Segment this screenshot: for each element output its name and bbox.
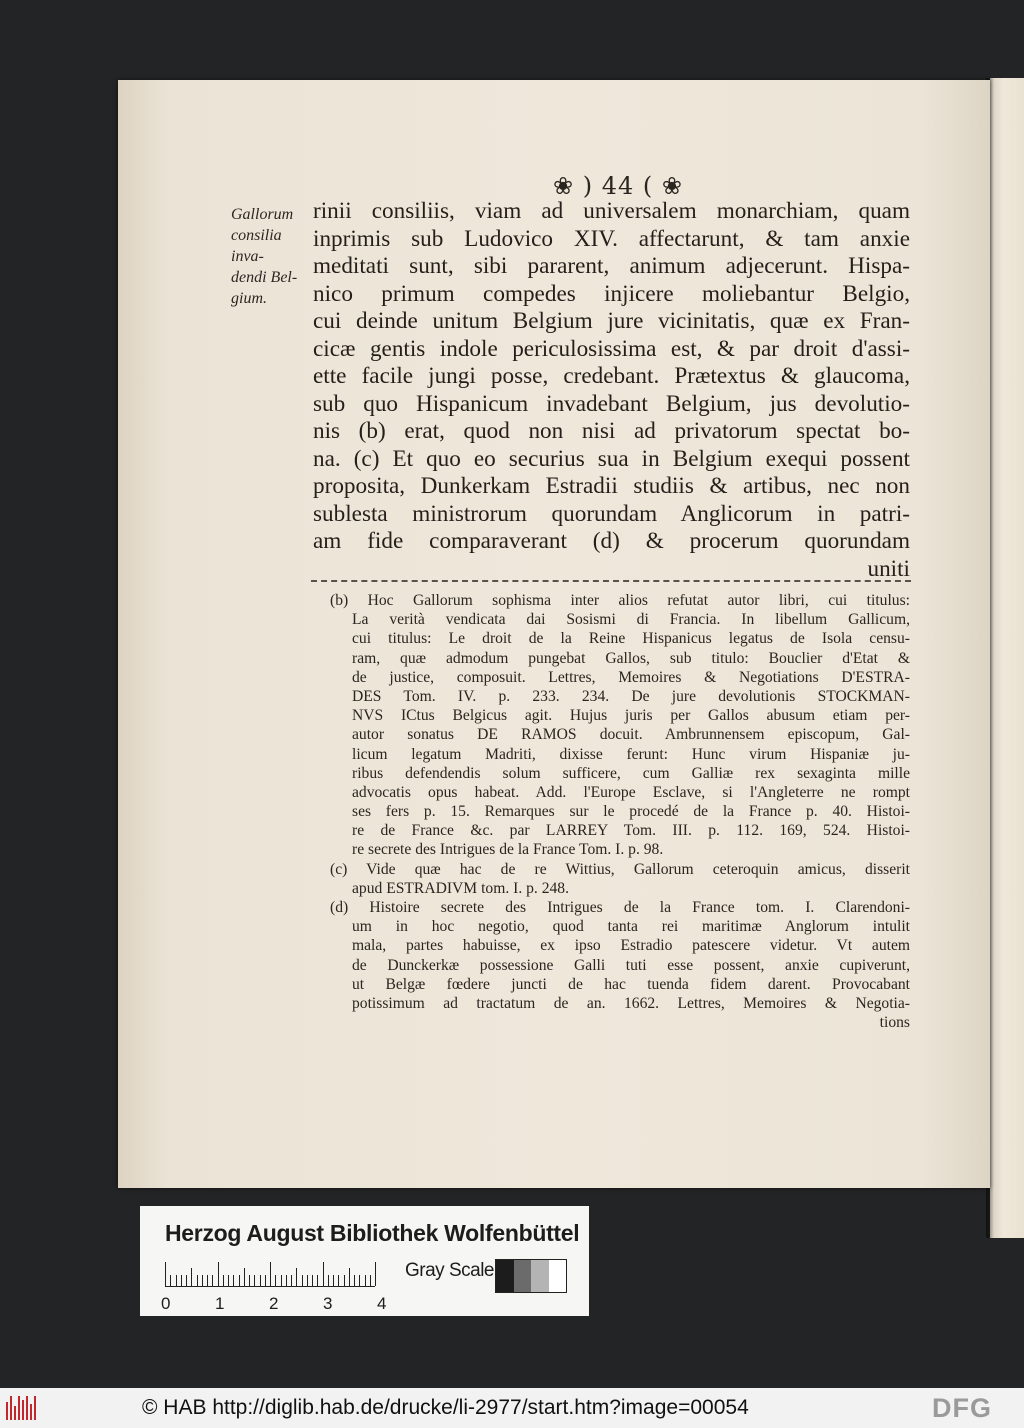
ruler-number: 1 [215,1294,225,1313]
footnote-rule [311,580,911,582]
margin-note-line: inva- [231,248,264,265]
margin-note-line: gium. [231,290,267,307]
body-line: cui deinde unitum Belgium jure vicinitatis, quæ ex Fran- [313,308,910,334]
footnote-line: La verità vendicata dai Sosismi di Francia. In libellum Gallicum, [352,611,910,629]
footnote-line: NVS ICtus Belgicus agit. Hujus juris per Gallos abusum etiam per- [352,707,910,725]
ruler-tick [218,1262,219,1286]
ruler-tick [165,1262,166,1286]
body-line: am fide comparaverant (d) & procerum quorundam [313,528,910,554]
ruler-tick [359,1275,360,1286]
body-line: cicæ gentis indole periculosissima est, & par droit d'assi- [313,335,910,362]
ruler-tick [296,1268,297,1286]
footnote-line: (b) Hoc Gallorum sophisma inter alios refutat autor libri, cui titulus: [330,592,910,609]
footnote-line: ut Belgæ fœdere juncti de hac tuenda fidem darent. Provocabant [352,975,910,993]
ruler-tick [249,1275,250,1286]
footnote-line: autor sonatus DE RAMOS docuit. Ambrunnensem episcopum, Gal- [352,726,910,744]
footnote-line: advocatis opus habeat. Add. l'Europe Esclave, si l'Angleterre ne rompt [352,783,910,801]
ruler-tick [244,1268,245,1286]
ruler-tick [181,1275,182,1286]
ruler-tick [354,1275,355,1286]
library-name: Herzog August Bibliothek Wolfenbüttel [165,1220,580,1246]
ruler-tick [176,1275,177,1286]
footnote-line: ram, quæ admodum pungebat Gallos, sub titulo: Bouclier d'Etat & [352,649,910,667]
footnote-line: licum legatum Madriti, dixisse ferunt: Hunc virum Hispaniæ ju- [352,745,910,763]
gray-scale-label: Gray Scale [405,1260,494,1281]
body-line: ette facile jungi posse, credebant. Prætextus & glaucoma, [313,363,910,389]
hab-logo-bar [6,1402,8,1420]
ruler-tick [281,1275,282,1286]
footnote-line: re de France &c. par LARREY Tom. III. p. 112. 169, 524. Histoi- [352,822,910,840]
dfg-logo: DFG [932,1393,992,1423]
ruler-number: 3 [323,1294,333,1313]
footnote-line: mala, partes habuisse, ex ipso Estradio patescere videtur. Vt autem [352,937,910,955]
ruler-tick [202,1275,203,1286]
footnote-line: (c) Vide quæ hac de re Wittius, Gallorum ceteroquin amicus, disserit [330,860,910,878]
ruler-tick [228,1275,229,1286]
hab-logo-bar [26,1396,28,1420]
ruler-tick [317,1275,318,1286]
body-line: uniti [867,555,910,582]
footnote-line: potissimum ad tractatum de an. 1662. Lettres, Memoires & Negotia- [352,994,910,1012]
margin-note-line: consilia [231,227,282,244]
scale-ruler [165,1262,375,1287]
gray-scale-swatches [495,1259,567,1293]
ruler-tick [170,1275,171,1286]
footnote-line: ses fers p. 15. Remarques sur le procedé de la France p. 40. Histoi- [352,803,910,821]
footnote-line: (d) Histoire secrete des Intrigues de la France tom. I. Clarendoni- [330,899,910,916]
ruler-tick [207,1275,208,1286]
body-line: meditati sunt, sibi pararent, animum adjecerunt. Hispa- [313,253,910,279]
ruler-tick [344,1275,345,1286]
ruler-tick [323,1262,324,1286]
hab-logo-bar [34,1396,36,1420]
ruler-tick [338,1275,339,1286]
footnote-line: re secrete des Intrigues de la France Tom. I. p. 98. [352,841,664,859]
ruler-tick [302,1275,303,1286]
footnote-line: apud ESTRADIVM tom. I. p. 248. [352,879,570,897]
ruler-tick [239,1275,240,1286]
ruler-tick [197,1275,198,1286]
body-line: nis (b) erat, quod non nisi ad privatorum spectat bo- [313,418,910,444]
ruler-number: 0 [161,1294,171,1313]
ruler-tick [186,1275,187,1286]
ruler-tick [328,1275,329,1286]
gray-swatch [514,1260,532,1292]
margin-note-line: Gallorum [231,206,294,223]
page-header: ❀ ) 44 ( ❀ [553,172,683,200]
margin-note-line: dendi Bel- [231,269,298,286]
ruler-number: 2 [269,1294,279,1313]
hab-logo-bar [30,1404,32,1420]
footnote-line: tions [879,1014,910,1032]
ruler-tick [212,1275,213,1286]
ruler-tick [370,1275,371,1286]
ruler-tick [307,1275,308,1286]
ruler-tick [260,1275,261,1286]
hab-logo-icon [6,1396,38,1420]
ruler-tick [312,1275,313,1286]
footnote-line: de justice, composuit. Lettres, Memoires & Negotiations D'ESTRA- [352,668,910,686]
ruler-tick [270,1262,271,1286]
footnote-line: um in hoc negotio, quod tanta rei maritimæ Anglorum intulit [352,918,910,936]
gray-swatch [496,1260,514,1292]
gray-swatch [531,1260,549,1292]
margin-note [231,204,311,309]
body-line: rinii consiliis, viam ad universalem monarchiam, quam [313,198,910,224]
footer-bar [0,1388,1024,1428]
ruler-tick [275,1275,276,1286]
ruler-tick [375,1262,376,1286]
footnote-line: DES Tom. IV. p. 233. 234. De jure devolutionis STOCKMAN- [352,687,910,705]
ruler-tick [333,1275,334,1286]
body-line: proposita, Dunkerkam Estradii studiis & artibus, nec non [313,473,910,499]
ruler-tick [291,1275,292,1286]
ruler-tick [254,1275,255,1286]
body-line: na. (c) Et quo eo securius sua in Belgium exequi possent [313,445,910,472]
footnote-line: de Dunckerkæ possessione Galli tuti esse possent, anxie cupiverunt, [352,956,910,974]
hab-logo-bar [10,1396,12,1420]
hab-logo-bar [18,1396,20,1420]
next-page-edge [990,78,1024,1238]
copyright-link[interactable]: © HAB http://diglib.hab.de/drucke/li-2977/start.htm?image=00054 [142,1396,749,1419]
ruler-tick [349,1268,350,1286]
ruler-tick [265,1275,266,1286]
book-page [118,80,990,1188]
color-calibration-card [140,1206,589,1316]
footnotes [318,591,910,1032]
body-text [313,198,910,583]
ruler-tick [233,1275,234,1286]
body-line: inprimis sub Ludovico XIV. affectarunt, & tam anxie [313,225,910,252]
body-line: sub quo Hispanicum invadebant Belgium, jus devolutio- [313,390,910,417]
ruler-tick [286,1275,287,1286]
ruler-tick [191,1268,192,1286]
footnote-line: ribus defendendis solum sufficere, cum Galliæ rex sexaginta mille [352,764,910,782]
hab-logo-bar [22,1400,24,1420]
footnote-line: cui titulus: Le droit de la Reine Hispanicus legatus de Isola censu- [352,630,910,648]
hab-logo-bar [14,1406,16,1420]
ruler-number: 4 [377,1294,387,1313]
body-line: nico primum compedes injicere moliebantur Belgio, [313,280,910,307]
ruler-tick [223,1275,224,1286]
body-line: sublesta ministrorum quorundam Anglicorum in patri- [313,500,910,527]
gray-swatch [549,1260,567,1292]
ruler-tick [365,1275,366,1286]
